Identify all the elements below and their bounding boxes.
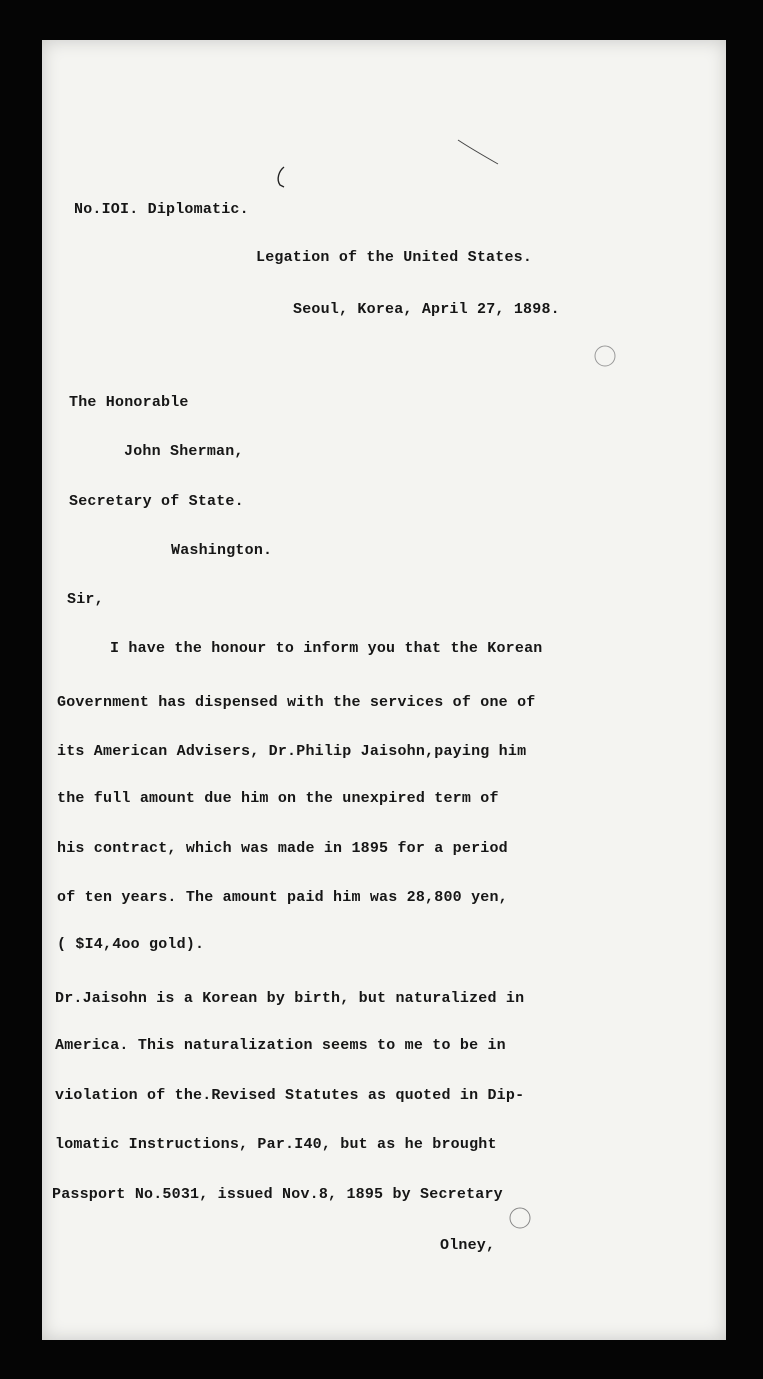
body-line: Dr.Jaisohn is a Korean by birth, but naturalized in [55, 990, 525, 1007]
body-line: of ten years. The amount paid him was 28,800 yen, [57, 889, 508, 906]
body-line: ( $I4,4oo gold). [57, 936, 205, 953]
body-line: the full amount due him on the unexpired term of [57, 790, 499, 807]
addressee-name: John Sherman, [124, 443, 244, 460]
body-line: Passport No.5031, issued Nov.8, 1895 by Secretary [52, 1186, 503, 1203]
body-line: I have the honour to inform you that the Korean [110, 640, 543, 657]
body-line: Government has dispensed with the services of one of [57, 694, 536, 711]
body-line: lomatic Instructions, Par.I40, but as he brought [55, 1136, 497, 1153]
addressee-place: Washington. [171, 542, 273, 559]
hole-punch-mark [590, 342, 620, 370]
stray-line-mark [456, 138, 500, 168]
document-number: No.IOI. Diplomatic. [74, 201, 249, 218]
dateline: Seoul, Korea, April 27, 1898. [293, 301, 560, 318]
pen-mark [270, 165, 290, 191]
addressee-office: Secretary of State. [69, 493, 244, 510]
greeting: Sir, [67, 591, 104, 608]
body-line: his contract, which was made in 1895 for a period [57, 840, 508, 857]
document-page [42, 40, 726, 1340]
addressee-title: The Honorable [69, 394, 189, 411]
legation-line: Legation of the United States. [256, 249, 533, 266]
body-line: its American Advisers, Dr.Philip Jaisohn,paying him [57, 743, 527, 760]
body-line: America. This naturalization seems to me to be in [55, 1037, 506, 1054]
body-line: violation of the.Revised Statutes as quoted in Dip- [55, 1087, 525, 1104]
catchword: Olney, [440, 1237, 496, 1254]
hole-punch-mark-lower [505, 1204, 535, 1232]
